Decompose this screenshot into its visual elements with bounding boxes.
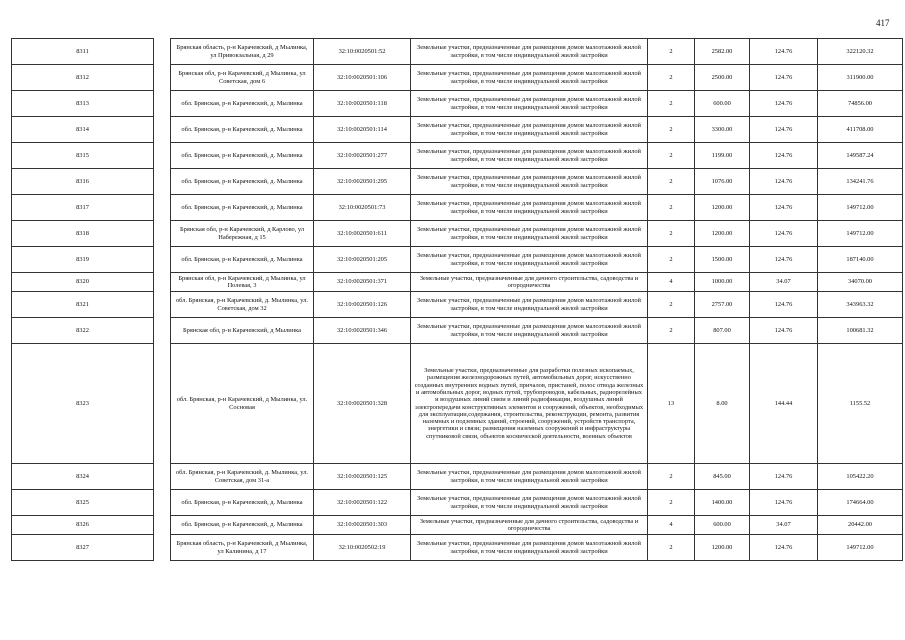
table-row bbox=[12, 65, 903, 91]
cadastral-number-cell: 32:10:0020501:118 bbox=[314, 91, 411, 117]
category-cell: 4 bbox=[648, 516, 695, 535]
row-spacer bbox=[154, 344, 171, 464]
cadastral-value-cell: 149587.24 bbox=[818, 143, 903, 169]
cadastral-number-cell: 32:10:0020501:611 bbox=[314, 221, 411, 247]
cadastral-value-cell: 311900.00 bbox=[818, 65, 903, 91]
address-cell: обл. Брянская, р-н Карачевский, д. Мылинка bbox=[171, 169, 314, 195]
land-use-cell: Земельные участки, предназначенные для размещения домов малоэтажной жилой застройки, в том числе индивидуальной жилой застройки bbox=[411, 221, 648, 247]
address-cell: обл. Брянская, р-н Карачевский, д. Мылинка bbox=[171, 195, 314, 221]
row-spacer bbox=[154, 39, 171, 65]
cadastral-number-cell: 32:10:0020501:52 bbox=[314, 39, 411, 65]
address-cell: обл. Брянская, р-н Карачевский, д. Мылинка bbox=[171, 516, 314, 535]
rate-cell: 124.76 bbox=[750, 91, 818, 117]
row-number: 8312 bbox=[12, 65, 154, 91]
cadastral-value-cell: 174664.00 bbox=[818, 490, 903, 516]
area-cell: 1000.00 bbox=[695, 273, 750, 292]
row-spacer bbox=[154, 117, 171, 143]
address-cell: обл. Брянская, р-н Карачевский, д. Мылинка bbox=[171, 143, 314, 169]
cadastral-value-cell: 343963.32 bbox=[818, 292, 903, 318]
row-spacer bbox=[154, 65, 171, 91]
rate-cell: 124.76 bbox=[750, 117, 818, 143]
area-cell: 1500.00 bbox=[695, 247, 750, 273]
row-spacer bbox=[154, 221, 171, 247]
row-number: 8324 bbox=[12, 464, 154, 490]
address-cell: обл. Брянская, р-н Карачевский, д. Мылинка bbox=[171, 247, 314, 273]
rate-cell: 124.76 bbox=[750, 65, 818, 91]
cadastral-number-cell: 32:10:0020501:125 bbox=[314, 464, 411, 490]
land-use-cell: Земельные участки, предназначенные для размещения домов малоэтажной жилой застройки, в том числе индивидуальной жилой застройки bbox=[411, 195, 648, 221]
table-row bbox=[12, 490, 903, 516]
category-cell: 2 bbox=[648, 292, 695, 318]
rate-cell: 124.76 bbox=[750, 535, 818, 561]
land-registry-table bbox=[11, 38, 903, 561]
row-number: 8316 bbox=[12, 169, 154, 195]
category-cell: 13 bbox=[648, 344, 695, 464]
row-number: 8326 bbox=[12, 516, 154, 535]
category-cell: 2 bbox=[648, 490, 695, 516]
cadastral-value-cell: 74856.00 bbox=[818, 91, 903, 117]
row-number: 8319 bbox=[12, 247, 154, 273]
address-cell: Брянская обл, р-н Карачевский, д Карлово, ул Набережная, д 15 bbox=[171, 221, 314, 247]
table-row bbox=[12, 143, 903, 169]
land-use-cell: Земельные участки, предназначенные для размещения домов малоэтажной жилой застройки, в том числе индивидуальной жилой застройки bbox=[411, 143, 648, 169]
area-cell: 2500.00 bbox=[695, 65, 750, 91]
cadastral-value-cell: 149712.00 bbox=[818, 195, 903, 221]
address-cell: Брянская обл, р-н Карачевский, д Мылинка bbox=[171, 318, 314, 344]
category-cell: 2 bbox=[648, 195, 695, 221]
row-spacer bbox=[154, 292, 171, 318]
cadastral-value-cell: 187140.00 bbox=[818, 247, 903, 273]
area-cell: 1200.00 bbox=[695, 195, 750, 221]
cadastral-number-cell: 32:10:0020501:346 bbox=[314, 318, 411, 344]
land-use-cell: Земельные участки, предназначенные для размещения домов малоэтажной жилой застройки, в том числе индивидуальной жилой застройки bbox=[411, 535, 648, 561]
area-cell: 807.00 bbox=[695, 318, 750, 344]
address-cell: Брянская обл, р-н Карачевский, д Мылинка, ул Полевая, 3 bbox=[171, 273, 314, 292]
row-number: 8320 bbox=[12, 273, 154, 292]
cadastral-value-cell: 34070.00 bbox=[818, 273, 903, 292]
rate-cell: 124.76 bbox=[750, 318, 818, 344]
row-spacer bbox=[154, 247, 171, 273]
area-cell: 2582.00 bbox=[695, 39, 750, 65]
rate-cell: 124.76 bbox=[750, 143, 818, 169]
row-number: 8311 bbox=[12, 39, 154, 65]
table-row bbox=[12, 318, 903, 344]
cadastral-value-cell: 149712.00 bbox=[818, 535, 903, 561]
cadastral-number-cell: 32:10:0020501:328 bbox=[314, 344, 411, 464]
cadastral-value-cell: 1155.52 bbox=[818, 344, 903, 464]
land-use-cell: Земельные участки, предназначенные для размещения домов малоэтажной жилой застройки, в том числе индивидуальной жилой застройки bbox=[411, 91, 648, 117]
land-use-cell: Земельные участки, предназначенные для размещения домов малоэтажной жилой застройки, в том числе индивидуальной жилой застройки bbox=[411, 247, 648, 273]
land-use-cell: Земельные участки, предназначенные для размещения домов малоэтажной жилой застройки, в том числе индивидуальной жилой застройки bbox=[411, 292, 648, 318]
row-spacer bbox=[154, 318, 171, 344]
table-row bbox=[12, 273, 903, 292]
address-cell: обл. Брянская, р-н Карачевский, д. Мылинка, ул. Советская, дом 31-а bbox=[171, 464, 314, 490]
row-number: 8322 bbox=[12, 318, 154, 344]
row-number: 8315 bbox=[12, 143, 154, 169]
table-row bbox=[12, 292, 903, 318]
row-number: 8327 bbox=[12, 535, 154, 561]
area-cell: 8.00 bbox=[695, 344, 750, 464]
area-cell: 600.00 bbox=[695, 91, 750, 117]
category-cell: 2 bbox=[648, 464, 695, 490]
cadastral-number-cell: 32:10:0020501:126 bbox=[314, 292, 411, 318]
rate-cell: 124.76 bbox=[750, 464, 818, 490]
row-spacer bbox=[154, 143, 171, 169]
cadastral-number-cell: 32:10:0020501:122 bbox=[314, 490, 411, 516]
cadastral-number-cell: 32:10:0020501:73 bbox=[314, 195, 411, 221]
table-row bbox=[12, 464, 903, 490]
table-row bbox=[12, 516, 903, 535]
rate-cell: 124.76 bbox=[750, 195, 818, 221]
table-row bbox=[12, 247, 903, 273]
cadastral-number-cell: 32:10:0020501:277 bbox=[314, 143, 411, 169]
rate-cell: 34.07 bbox=[750, 273, 818, 292]
cadastral-number-cell: 32:10:0020501:303 bbox=[314, 516, 411, 535]
category-cell: 2 bbox=[648, 535, 695, 561]
land-use-cell: Земельные участки, предназначенные для размещения домов малоэтажной жилой застройки, в том числе индивидуальной жилой застройки bbox=[411, 117, 648, 143]
address-cell: обл. Брянская, р-н Карачевский, д. Мылинка bbox=[171, 490, 314, 516]
table-row bbox=[12, 221, 903, 247]
row-spacer bbox=[154, 535, 171, 561]
rate-cell: 124.76 bbox=[750, 221, 818, 247]
land-use-cell: Земельные участки, предназначенные для размещения домов малоэтажной жилой застройки, в том числе индивидуальной жилой застройки bbox=[411, 464, 648, 490]
table-row bbox=[12, 344, 903, 464]
cadastral-number-cell: 32:10:0020502:19 bbox=[314, 535, 411, 561]
table-row bbox=[12, 39, 903, 65]
cadastral-value-cell: 322120.32 bbox=[818, 39, 903, 65]
land-use-cell: Земельные участки, предназначенные для дачного строительства, садоводства и огородничества bbox=[411, 273, 648, 292]
cadastral-number-cell: 32:10:0020501:371 bbox=[314, 273, 411, 292]
rate-cell: 34.07 bbox=[750, 516, 818, 535]
rate-cell: 124.76 bbox=[750, 292, 818, 318]
row-number: 8325 bbox=[12, 490, 154, 516]
row-number: 8317 bbox=[12, 195, 154, 221]
area-cell: 3300.00 bbox=[695, 117, 750, 143]
area-cell: 845.00 bbox=[695, 464, 750, 490]
category-cell: 2 bbox=[648, 221, 695, 247]
table-row bbox=[12, 169, 903, 195]
area-cell: 1200.00 bbox=[695, 535, 750, 561]
category-cell: 2 bbox=[648, 91, 695, 117]
cadastral-value-cell: 105422.20 bbox=[818, 464, 903, 490]
table-row bbox=[12, 117, 903, 143]
rate-cell: 144.44 bbox=[750, 344, 818, 464]
table-row bbox=[12, 535, 903, 561]
table-body bbox=[12, 39, 903, 561]
category-cell: 2 bbox=[648, 65, 695, 91]
row-spacer bbox=[154, 169, 171, 195]
table-row bbox=[12, 91, 903, 117]
rate-cell: 124.76 bbox=[750, 490, 818, 516]
area-cell: 1199.00 bbox=[695, 143, 750, 169]
address-cell: обл. Брянская, р-н Карачевский, д. Мылинка, ул. Советская, дом 32 bbox=[171, 292, 314, 318]
cadastral-number-cell: 32:10:0020501:295 bbox=[314, 169, 411, 195]
table-row bbox=[12, 195, 903, 221]
cadastral-value-cell: 411708.00 bbox=[818, 117, 903, 143]
rate-cell: 124.76 bbox=[750, 169, 818, 195]
category-cell: 2 bbox=[648, 117, 695, 143]
category-cell: 2 bbox=[648, 169, 695, 195]
row-number: 8314 bbox=[12, 117, 154, 143]
rate-cell: 124.76 bbox=[750, 247, 818, 273]
land-use-cell: Земельные участки, предназначенные для размещения домов малоэтажной жилой застройки, в том числе индивидуальной жилой застройки bbox=[411, 490, 648, 516]
page-number: 417 bbox=[876, 18, 890, 28]
cadastral-number-cell: 32:10:0020501:205 bbox=[314, 247, 411, 273]
cadastral-number-cell: 32:10:0020501:114 bbox=[314, 117, 411, 143]
address-cell: Брянская область, р-н Карачевский, д Мылинка, ул Привокзальная, д 29 bbox=[171, 39, 314, 65]
area-cell: 1076.00 bbox=[695, 169, 750, 195]
category-cell: 2 bbox=[648, 318, 695, 344]
row-number: 8323 bbox=[12, 344, 154, 464]
cadastral-value-cell: 149712.00 bbox=[818, 221, 903, 247]
land-use-cell: Земельные участки, предназначенные для разработки полезных ископаемых, размещения железнодорожных путей, автомобильных дорог, искусственно созданных внутренних водных путей, причалов, пристаней, полос отвода железных и автомобильных дорог, водных путей, трубопроводов, кабельных, радиорелейных и воздушных линий связи и линий радиофикации, воздушных линий электропередачи конструктивных элементов и сооружений, объектов, необходимых для эксплуатации,содержания, строительства, реконструкции, ремонта, развития наземных и подземных зданий, строений, сооружений, устройств транспорта, энергетики и связи; размещения наземных сооружений и инфраструктуры спутниковой связи, объектов космической деятельности, военных объектов bbox=[411, 344, 648, 464]
cadastral-number-cell: 32:10:0020501:106 bbox=[314, 65, 411, 91]
cadastral-value-cell: 20442.00 bbox=[818, 516, 903, 535]
category-cell: 2 bbox=[648, 143, 695, 169]
row-number: 8313 bbox=[12, 91, 154, 117]
row-number: 8321 bbox=[12, 292, 154, 318]
row-spacer bbox=[154, 195, 171, 221]
area-cell: 600.00 bbox=[695, 516, 750, 535]
land-use-cell: Земельные участки, предназначенные для дачного строительства, садоводства и огородничества bbox=[411, 516, 648, 535]
row-spacer bbox=[154, 91, 171, 117]
rate-cell: 124.76 bbox=[750, 39, 818, 65]
address-cell: Брянская обл, р-н Карачевский, д Мылинка, ул Советская, дом 6 bbox=[171, 65, 314, 91]
row-spacer bbox=[154, 464, 171, 490]
area-cell: 1400.00 bbox=[695, 490, 750, 516]
land-use-cell: Земельные участки, предназначенные для размещения домов малоэтажной жилой застройки, в том числе индивидуальной жилой застройки bbox=[411, 39, 648, 65]
cadastral-value-cell: 134241.76 bbox=[818, 169, 903, 195]
row-number: 8318 bbox=[12, 221, 154, 247]
area-cell: 1200.00 bbox=[695, 221, 750, 247]
row-spacer bbox=[154, 516, 171, 535]
category-cell: 2 bbox=[648, 247, 695, 273]
cadastral-value-cell: 100681.32 bbox=[818, 318, 903, 344]
row-spacer bbox=[154, 490, 171, 516]
address-cell: обл. Брянская, р-н Карачевский, д. Мылинка bbox=[171, 91, 314, 117]
category-cell: 4 bbox=[648, 273, 695, 292]
category-cell: 2 bbox=[648, 39, 695, 65]
address-cell: обл. Брянская, р-н Карачевский, д. Мылинка bbox=[171, 117, 314, 143]
land-use-cell: Земельные участки, предназначенные для размещения домов малоэтажной жилой застройки, в том числе индивидуальной жилой застройки bbox=[411, 318, 648, 344]
address-cell: обл. Брянская, р-н Карачевский, д Мылинка, ул. Сосновая bbox=[171, 344, 314, 464]
area-cell: 2757.00 bbox=[695, 292, 750, 318]
row-spacer bbox=[154, 273, 171, 292]
address-cell: Брянская область, р-н Карачевский, д Мылинка, ул Калинина, д 17 bbox=[171, 535, 314, 561]
land-use-cell: Земельные участки, предназначенные для размещения домов малоэтажной жилой застройки, в том числе индивидуальной жилой застройки bbox=[411, 65, 648, 91]
land-use-cell: Земельные участки, предназначенные для размещения домов малоэтажной жилой застройки, в том числе индивидуальной жилой застройки bbox=[411, 169, 648, 195]
